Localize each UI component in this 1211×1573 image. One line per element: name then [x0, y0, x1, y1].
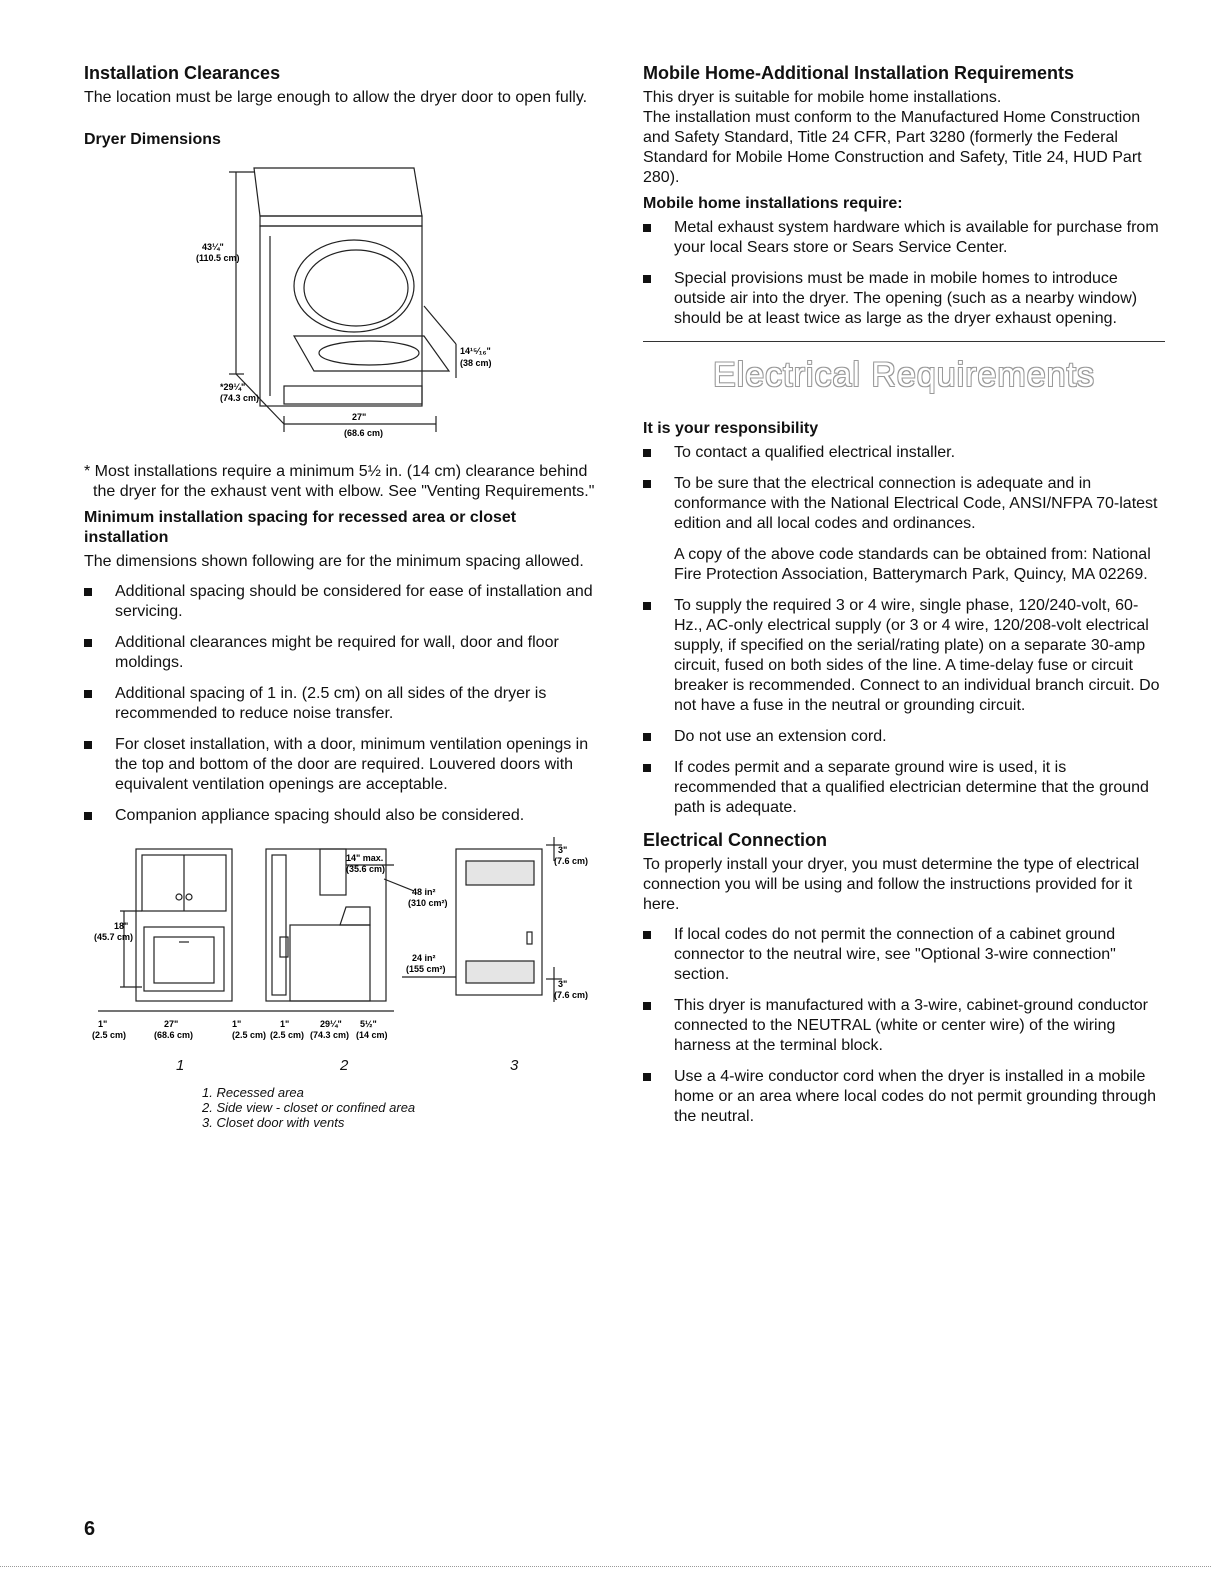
code-standards-note: A copy of the above code standards can be obtained from: National Fire Protection Association, Batterymarch Park, Quincy, MA 02269. [674, 546, 1151, 583]
bullet-icon [643, 449, 651, 457]
spacing-bullet-list [84, 582, 604, 826]
dim-depth: *29¼" [220, 382, 246, 392]
fig3-vent-bottom-cm: (155 cm²) [406, 964, 446, 974]
dim-width-cm: (68.6 cm) [344, 428, 384, 438]
list-item: Companion appliance spacing should also be considered. [84, 806, 604, 826]
fig2-max: 14" max. [346, 853, 384, 863]
bullet-icon [643, 480, 651, 488]
fig3-vent-top: 48 in² [412, 887, 436, 897]
fig2-depth-cm: (74.3 cm) [310, 1030, 350, 1040]
fig3-vent-bottom: 24 in² [412, 953, 436, 963]
fig3-bottom-gap-cm: (7.6 cm) [554, 990, 589, 1000]
fig1-gap2: 1" [232, 1019, 242, 1029]
dim-height-cm: (110.5 cm) [196, 253, 240, 263]
bullet-icon [84, 690, 92, 698]
bullet-icon [643, 602, 651, 610]
fig1-gap2-cm: (2.5 cm) [232, 1030, 267, 1040]
bullet-icon [643, 733, 651, 741]
dim-door-cm: (38 cm) [460, 358, 492, 368]
dryer-dimensions-diagram [84, 156, 604, 456]
mobile-p1: This dryer is suitable for mobile home installations. [643, 89, 1002, 106]
fig3-vent-top-cm: (310 cm²) [408, 898, 448, 908]
bullet-icon [84, 639, 92, 647]
fig2-gap-cm: (2.5 cm) [270, 1030, 305, 1040]
fig1-width-cm: (68.6 cm) [154, 1030, 194, 1040]
section-divider [643, 341, 1165, 342]
list-item: Use a 4-wire conductor cord when the dryer is installed in a mobile home or an area where local codes do not permit grounding through the neutral. [643, 1067, 1165, 1127]
bullet-icon [643, 275, 651, 283]
list-item: Additional spacing should be considered for ease of installation and servicing. [84, 582, 604, 622]
fig1-width: 27" [164, 1019, 179, 1029]
connection-bullet-list [643, 925, 1165, 1127]
bullet-icon [84, 741, 92, 749]
fig1-gap: 1" [98, 1019, 108, 1029]
fig2-max-cm: (35.6 cm) [346, 864, 386, 874]
fig2-depth: 29¼" [320, 1019, 342, 1029]
list-item: To supply the required 3 or 4 wire, single phase, 120/240-volt, 60-Hz., AC-only electrical supply (or 3 or 4 wire, 120/208-volt electrical supply, if specified on the serial/rating plate) on a separate 30-amp circuit, fused on both sides of the line. A time-delay fuse or circuit breaker is recommended. Connect to an individual branch circuit. Do not have a fuse in the neutral or grounding circuit. [643, 596, 1165, 716]
fig1-height: 18" [114, 921, 129, 931]
list-item: This dryer is manufactured with a 3-wire, cabinet-ground conductor connected to the NEUTRAL (white or center wire) of the wiring harness at the terminal block. [643, 996, 1165, 1056]
fig3-top-gap: 3" [558, 845, 568, 855]
list-item: To contact a qualified electrical installer. [643, 443, 1165, 463]
dim-depth-cm: (74.3 cm) [220, 393, 260, 403]
exhaust-footnote: * Most installations require a minimum 5½ in. (14 cm) clearance behind the dryer for the exhaust vent with elbow. See "Venting Requirements." [84, 463, 595, 500]
mobile-home-heading: Mobile Home-Additional Installation Requirements [643, 63, 1075, 83]
dim-height: 43¼" [202, 242, 224, 252]
bullet-icon [84, 588, 92, 596]
spacing-figures-diagram [84, 837, 604, 1057]
fig3-bottom-gap: 3" [558, 979, 568, 989]
bullet-icon [643, 1073, 651, 1081]
minimum-spacing-heading: Minimum installation spacing for recessed area or closet installation [84, 509, 517, 546]
figure-captions [202, 1085, 604, 1130]
list-item: If local codes do not permit the connection of a cabinet ground connector to the neutral wire, see "Optional 3-wire connection" section. [643, 925, 1165, 985]
figure-number: 2 [340, 1057, 349, 1074]
fig2-rear: 5½" [360, 1019, 377, 1029]
responsibility-heading: It is your responsibility [643, 420, 819, 437]
installation-clearances-heading: Installation Clearances [84, 63, 281, 83]
bullet-icon [643, 764, 651, 772]
clearances-intro: The location must be large enough to allow the dryer door to open fully. [84, 89, 588, 106]
mobile-bullet-list [643, 218, 1165, 329]
list-item: Special provisions must be made in mobile homes to introduce outside air into the dryer. The opening (such as a nearby window) should be at least twice as large as the dryer exhaust opening. [643, 269, 1165, 329]
fig2-gap: 1" [280, 1019, 290, 1029]
list-item: To be sure that the electrical connection is adequate and in conformance with the National Electrical Code, ANSI/NFPA 70-latest edition and all local codes and ordinances. A copy of the above code standards can be obtained from: National Fire Protection Association, Batterymarch Park, Quincy, MA 02269. [643, 474, 1165, 585]
responsibility-bullet-list [643, 443, 1165, 818]
bottom-rule [0, 1566, 1211, 1567]
bullet-icon [84, 812, 92, 820]
caption: 3. Closet door with vents [202, 1115, 345, 1130]
bullet-icon [643, 1002, 651, 1010]
spacing-intro: The dimensions shown following are for the minimum spacing allowed. [84, 553, 584, 570]
list-item: Additional spacing of 1 in. (2.5 cm) on all sides of the dryer is recommended to reduce noise transfer. [84, 684, 604, 724]
fig1-height-cm: (45.7 cm) [94, 932, 134, 942]
caption: 1. Recessed area [202, 1085, 304, 1100]
dim-door: 14¹⁵⁄₁₆" [460, 346, 491, 356]
figure-number: 3 [510, 1057, 519, 1074]
list-item: Metal exhaust system hardware which is available for purchase from your local Sears store or Sears Service Center. [643, 218, 1165, 258]
left-column [84, 62, 604, 1130]
list-item: Additional clearances might be required for wall, door and floor moldings. [84, 633, 604, 673]
right-column [643, 62, 1165, 1138]
fig3-top-gap-cm: (7.6 cm) [554, 856, 589, 866]
fig2-rear-cm: (14 cm) [356, 1030, 388, 1040]
list-item: For closet installation, with a door, minimum ventilation openings in the top and bottom of the door are required. Louvered doors with equivalent ventilation openings are acceptable. [84, 735, 604, 795]
list-item: If codes permit and a separate ground wire is used, it is recommended that a qualified electrician determine that the ground path is adequate. [643, 758, 1165, 818]
list-item: Do not use an extension cord. [643, 727, 1165, 747]
dim-width: 27" [352, 412, 367, 422]
bullet-icon [643, 931, 651, 939]
electrical-connection-heading: Electrical Connection [643, 830, 828, 850]
connection-intro: To properly install your dryer, you must determine the type of electrical connection you will be using and follow the instructions provided for it here. [643, 856, 1140, 913]
dryer-dimensions-heading: Dryer Dimensions [84, 131, 221, 148]
caption: 2. Side view - closet or confined area [202, 1100, 416, 1115]
mobile-requirements-subheading: Mobile home installations require: [643, 195, 903, 212]
page-number: 6 [84, 1518, 96, 1540]
figure-numbers [84, 1057, 604, 1079]
figure-number: 1 [176, 1057, 185, 1074]
bullet-icon [643, 224, 651, 232]
electrical-requirements-title: Electrical Requirements [712, 356, 1096, 394]
mobile-p2: The installation must conform to the Manufactured Home Construction and Safety Standard, Title 24 CFR, Part 3280 (formerly the Federal Standard for Mobile Home Construction and Safety, Title 24, HUD Part 280). [643, 109, 1142, 186]
fig1-gap-cm: (2.5 cm) [92, 1030, 127, 1040]
